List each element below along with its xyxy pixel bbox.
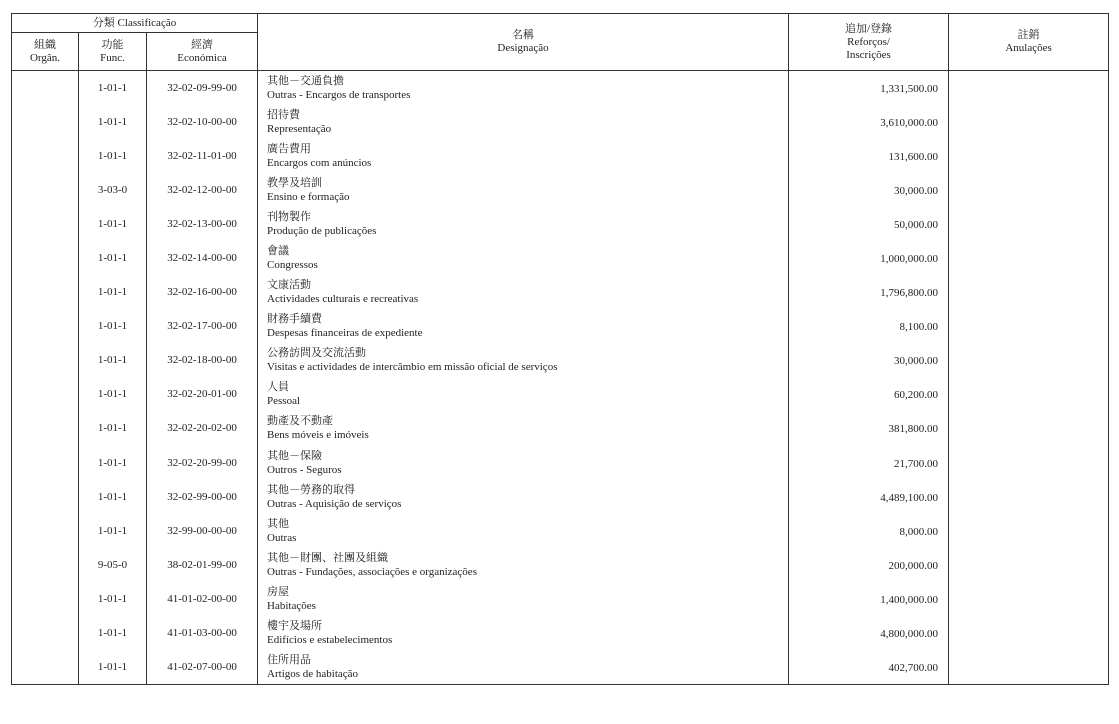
- reinforcement-amount: 8,000.00: [789, 514, 949, 548]
- econ-cell: 32-02-09-99-00: [147, 71, 258, 105]
- cancellation-cell: [949, 343, 1109, 377]
- cancellation-cell: [949, 241, 1109, 275]
- cancellation-cell: [949, 377, 1109, 411]
- reinforcement-amount: 21,700.00: [789, 446, 949, 480]
- cancellation-cell: [949, 309, 1109, 343]
- cancellation-cell: [949, 275, 1109, 309]
- designation-pt: Encargos com anúncios: [267, 156, 372, 169]
- designation-pt: Pessoal: [267, 395, 301, 408]
- econ-cell: 32-02-99-00-00: [147, 480, 258, 514]
- func-cell: 3-03-0: [79, 173, 147, 207]
- organ-cell: [12, 309, 79, 343]
- econ-cell: 38-02-01-99-00: [147, 548, 258, 582]
- table-row: [12, 582, 1109, 616]
- econ-cell: 32-02-14-00-00: [147, 241, 258, 275]
- func-cell: 1-01-1: [79, 105, 147, 139]
- func-cell: 9-05-0: [79, 548, 147, 582]
- econ-cell: 41-02-07-00-00: [147, 650, 258, 684]
- cancellation-cell: [949, 411, 1109, 445]
- reinforcement-amount: 1,000,000.00: [789, 241, 949, 275]
- designation-pt: Artigos de habitação: [267, 667, 359, 680]
- func-cell: 1-01-1: [79, 241, 147, 275]
- func-cell: 1-01-1: [79, 139, 147, 173]
- cancellation-cell: [949, 105, 1109, 139]
- econ-cell: 32-02-12-00-00: [147, 173, 258, 207]
- cancellation-cell: [949, 548, 1109, 582]
- designation-zh: 公務訪問及交流活動: [267, 346, 367, 360]
- organ-header: 組織 Orgân.: [12, 33, 79, 71]
- designation-cell: [258, 275, 789, 309]
- econ-cell: 41-01-02-00-00: [147, 582, 258, 616]
- reinforcement-amount: 50,000.00: [789, 207, 949, 241]
- designation-pt: Outras - Aquisição de serviços: [267, 497, 402, 510]
- table-row: [12, 173, 1109, 207]
- organ-cell: [12, 650, 79, 684]
- econ-cell: 32-02-16-00-00: [147, 275, 258, 309]
- cancellation-cell: [949, 173, 1109, 207]
- econ-cell: 32-02-11-01-00: [147, 139, 258, 173]
- designation-pt: Produção de publicações: [267, 224, 377, 237]
- organ-cell: [12, 582, 79, 616]
- func-cell: 1-01-1: [79, 616, 147, 650]
- designation-cell: [258, 343, 789, 377]
- organ-cell: [12, 446, 79, 480]
- func-cell: 1-01-1: [79, 71, 147, 105]
- econ-cell: 32-02-20-99-00: [147, 446, 258, 480]
- cancellation-cell: [949, 650, 1109, 684]
- designation-pt: Bens móveis e imóveis: [267, 429, 369, 442]
- econ-header: 經濟 Económica: [147, 33, 258, 71]
- designation-pt: Edifícios e estabelecimentos: [267, 634, 393, 647]
- econ-cell: 41-01-03-00-00: [147, 616, 258, 650]
- organ-cell: [12, 514, 79, 548]
- cancellation-cell: [949, 582, 1109, 616]
- designation-pt: Outras - Encargos de transportes: [267, 88, 411, 101]
- designation-cell: [258, 309, 789, 343]
- table-row: [12, 411, 1109, 445]
- designation-cell: [258, 207, 789, 241]
- table-row: [12, 139, 1109, 173]
- designation-zh: 其他: [267, 516, 290, 530]
- designation-pt: Ensino e formação: [267, 190, 350, 203]
- cancellation-cell: [949, 71, 1109, 105]
- organ-cell: [12, 173, 79, 207]
- func-cell: 1-01-1: [79, 650, 147, 684]
- table-row: [12, 71, 1109, 105]
- designation-pt: Representação: [267, 122, 332, 135]
- econ-cell: 32-02-20-02-00: [147, 411, 258, 445]
- econ-cell: 32-02-18-00-00: [147, 343, 258, 377]
- cancellation-cell: [949, 616, 1109, 650]
- reinforcement-amount: 3,610,000.00: [789, 105, 949, 139]
- table-row: [12, 480, 1109, 514]
- designation-zh: 財務手續費: [267, 312, 323, 326]
- reinforcement-amount: 4,800,000.00: [789, 616, 949, 650]
- organ-cell: [12, 411, 79, 445]
- reinforcement-amount: 30,000.00: [789, 343, 949, 377]
- econ-cell: 32-99-00-00-00: [147, 514, 258, 548]
- organ-cell: [12, 548, 79, 582]
- func-cell: 1-01-1: [79, 480, 147, 514]
- reinforcement-amount: 30,000.00: [789, 173, 949, 207]
- designation-zh: 其他－交通負擔: [267, 73, 345, 87]
- organ-cell: [12, 71, 79, 105]
- classification-header: 分類 Classificação: [12, 14, 258, 33]
- designation-pt: Congressos: [267, 259, 318, 272]
- econ-cell: 32-02-13-00-00: [147, 207, 258, 241]
- reinforcement-amount: 402,700.00: [789, 650, 949, 684]
- cancellation-cell: [949, 480, 1109, 514]
- cancellation-cell: [949, 139, 1109, 173]
- cancellations-header: 註銷 Anulações: [949, 14, 1109, 71]
- designation-pt: Despesas financeiras de expediente: [267, 327, 423, 340]
- reinforcement-amount: 4,489,100.00: [789, 480, 949, 514]
- designation-zh: 教學及培訓: [267, 175, 323, 189]
- designation-cell: [258, 377, 789, 411]
- func-cell: 1-01-1: [79, 377, 147, 411]
- reinforcement-amount: 381,800.00: [789, 411, 949, 445]
- cancellation-cell: [949, 207, 1109, 241]
- designation-pt: Outras: [267, 531, 297, 544]
- designation-cell: [258, 650, 789, 684]
- table-row: [12, 275, 1109, 309]
- designation-pt: Outras - Fundações, associações e organizações: [267, 565, 477, 578]
- designation-zh: 房屋: [267, 584, 290, 598]
- table-row: [12, 514, 1109, 548]
- designation-cell: [258, 446, 789, 480]
- designation-zh: 其他－保險: [267, 448, 323, 462]
- designation-pt: Habitações: [267, 599, 316, 612]
- designation-zh: 住所用品: [267, 652, 312, 666]
- func-header: 功能 Func.: [79, 33, 147, 71]
- designation-zh: 廣告費用: [267, 141, 312, 155]
- designation-zh: 文康活動: [267, 278, 312, 292]
- func-cell: 1-01-1: [79, 275, 147, 309]
- table-row: [12, 616, 1109, 650]
- reinforcement-amount: 1,331,500.00: [789, 71, 949, 105]
- designation-zh: 動產及不動產: [267, 414, 334, 428]
- econ-cell: 32-02-10-00-00: [147, 105, 258, 139]
- cancellation-cell: [949, 446, 1109, 480]
- designation-zh: 會議: [267, 244, 290, 258]
- table-row: [12, 241, 1109, 275]
- designation-cell: [258, 241, 789, 275]
- organ-cell: [12, 207, 79, 241]
- designation-pt: Actividades culturais e recreativas: [267, 293, 419, 306]
- reinforcement-amount: 131,600.00: [789, 139, 949, 173]
- reinforcement-amount: 60,200.00: [789, 377, 949, 411]
- organ-cell: [12, 480, 79, 514]
- designation-zh: 刊物製作: [267, 209, 312, 223]
- organ-cell: [12, 343, 79, 377]
- designation-cell: [258, 105, 789, 139]
- func-cell: 1-01-1: [79, 446, 147, 480]
- budget-table: [11, 13, 1109, 685]
- organ-cell: [12, 275, 79, 309]
- cancellation-cell: [949, 514, 1109, 548]
- designation-cell: [258, 616, 789, 650]
- func-cell: 1-01-1: [79, 309, 147, 343]
- designation-cell: [258, 582, 789, 616]
- designation-zh: 招待費: [267, 107, 301, 121]
- designation-cell: [258, 71, 789, 105]
- table-row: [12, 377, 1109, 411]
- organ-cell: [12, 105, 79, 139]
- table-row: [12, 650, 1109, 684]
- table-row: [12, 343, 1109, 377]
- reinforcement-amount: 8,100.00: [789, 309, 949, 343]
- func-cell: 1-01-1: [79, 207, 147, 241]
- designation-cell: [258, 173, 789, 207]
- designation-zh: 人員: [267, 380, 290, 394]
- designation-cell: [258, 411, 789, 445]
- reinforcement-amount: 200,000.00: [789, 548, 949, 582]
- designation-cell: [258, 480, 789, 514]
- designation-cell: [258, 139, 789, 173]
- table-row: [12, 207, 1109, 241]
- designation-cell: [258, 548, 789, 582]
- designation-cell: [258, 514, 789, 548]
- organ-cell: [12, 616, 79, 650]
- func-cell: 1-01-1: [79, 582, 147, 616]
- organ-cell: [12, 139, 79, 173]
- table-row: [12, 548, 1109, 582]
- designation-zh: 樓宇及場所: [267, 619, 323, 633]
- func-cell: 1-01-1: [79, 514, 147, 548]
- organ-cell: [12, 241, 79, 275]
- reinforcement-amount: 1,400,000.00: [789, 582, 949, 616]
- designation-zh: 其他－財團、社團及組織: [267, 550, 389, 564]
- reinforcements-header: 追加/登錄 Reforços/ Inscrições: [789, 14, 949, 71]
- designation-header: 名稱 Designação: [258, 14, 789, 71]
- table-row: [12, 446, 1109, 480]
- table-row: [12, 309, 1109, 343]
- organ-cell: [12, 377, 79, 411]
- designation-pt: Visitas e actividades de intercâmbio em missão oficial de serviços: [267, 361, 558, 374]
- designation-pt: Outros - Seguros: [267, 463, 342, 476]
- func-cell: 1-01-1: [79, 411, 147, 445]
- func-cell: 1-01-1: [79, 343, 147, 377]
- reinforcement-amount: 1,796,800.00: [789, 275, 949, 309]
- table-row: [12, 105, 1109, 139]
- designation-zh: 其他－勞務的取得: [267, 482, 356, 496]
- econ-cell: 32-02-20-01-00: [147, 377, 258, 411]
- econ-cell: 32-02-17-00-00: [147, 309, 258, 343]
